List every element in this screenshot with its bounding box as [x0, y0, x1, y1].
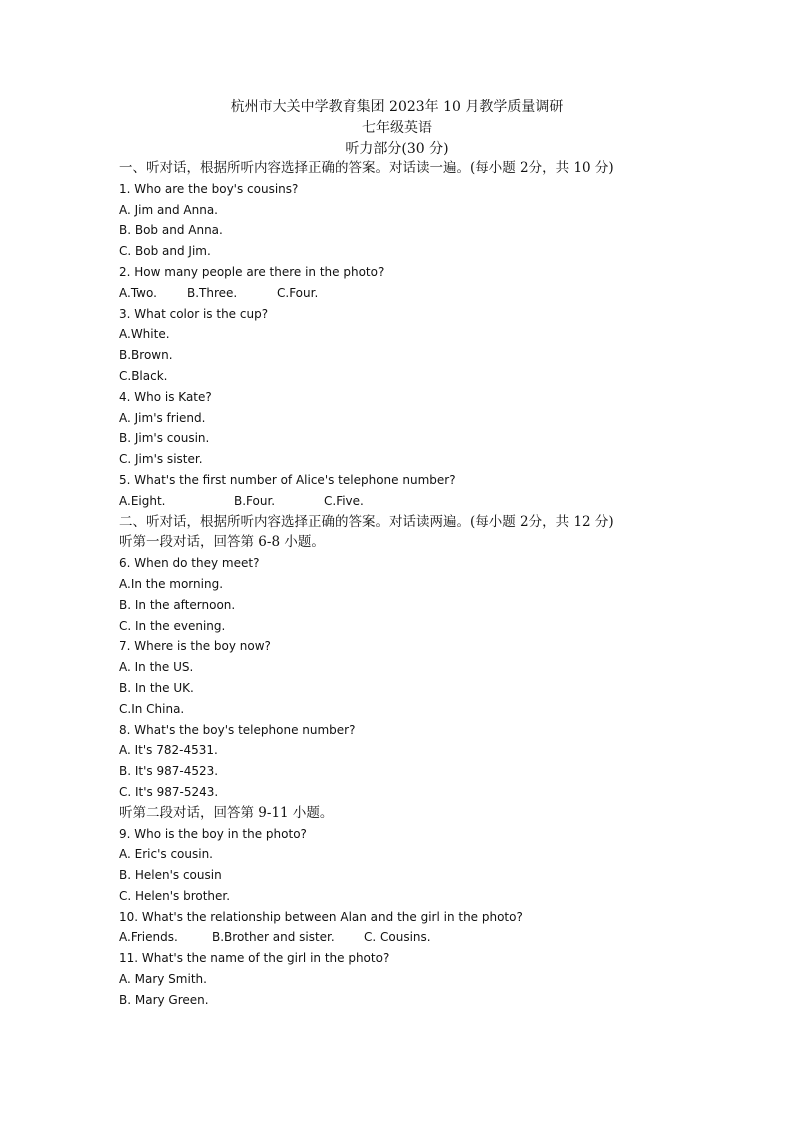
question-1-option-a: A. Jim and Anna.	[119, 202, 218, 217]
question-3-option-b: B.Brown.	[119, 348, 173, 363]
question-7-option-c: C.In China.	[119, 701, 185, 716]
question-8-option-b: B. It's 987-4523.	[119, 764, 219, 779]
question-11: 11. What's the name of the girl in the photo?	[119, 951, 390, 966]
question-10: 10. What's the relationship between Alan and the girl in the photo?	[119, 909, 523, 924]
question-3-option-a: A.White.	[119, 327, 170, 342]
question-3: 3. What color is the cup?	[119, 306, 269, 321]
question-9-option-b: B. Helen's cousin	[119, 868, 222, 883]
question-1: 1. Who are the boy's cousins?	[119, 181, 299, 196]
question-4-option-c: C. Jim's sister.	[119, 452, 203, 467]
question-7-option-a: A. In the US.	[119, 660, 194, 675]
question-8: 8. What's the boy's telephone number?	[119, 722, 356, 737]
question-5-option-c: C.Five.	[324, 493, 364, 508]
question-11-option-b: B. Mary Green.	[119, 992, 209, 1007]
section-1-heading: 一、听对话，根据所听内容选择正确的答案。对话读一遍。(每小题 2分，共 10 分)	[119, 160, 614, 176]
document-body	[119, 158, 759, 1011]
document-header	[0, 97, 794, 160]
question-6-option-b: B. In the afternoon.	[119, 597, 236, 612]
question-4-option-b: B. Jim's cousin.	[119, 431, 210, 446]
question-5-option-b: B.Four.	[234, 493, 276, 508]
question-6: 6. When do they meet?	[119, 556, 260, 571]
question-5-options	[119, 491, 759, 512]
section-2-heading: 二、听对话，根据所听内容选择正确的答案。对话读两遍。(每小题 2分，共 12 分)	[119, 513, 614, 530]
dialog-1-instruction: 听第一段对话，回答第 6-8 小题。	[119, 534, 325, 551]
question-10-option-b: B.Brother and sister.	[212, 930, 335, 945]
question-6-option-a: A.In the morning.	[119, 576, 224, 591]
question-7-option-b: B. In the UK.	[119, 680, 194, 695]
dialog-2-instruction: 听第二段对话，回答第 9-11 小题。	[119, 804, 334, 821]
question-9-option-a: A. Eric's cousin.	[119, 847, 213, 862]
document-part: 听力部分(30 分)	[345, 141, 449, 157]
question-9: 9. Who is the boy in the photo?	[119, 826, 307, 841]
question-4-option-a: A. Jim's friend.	[119, 410, 206, 425]
document-title: 杭州市大关中学教育集团 2023年 10 月教学质量调研	[230, 99, 564, 115]
question-11-option-a: A. Mary Smith.	[119, 972, 207, 987]
question-5-option-a: A.Eight.	[119, 493, 166, 508]
question-9-option-c: C. Helen's brother.	[119, 888, 231, 903]
question-10-option-c: C. Cousins.	[364, 930, 431, 945]
question-2-option-b: B.Three.	[187, 285, 238, 300]
question-7: 7. Where is the boy now?	[119, 639, 271, 654]
question-6-option-c: C. In the evening.	[119, 618, 226, 633]
question-8-option-a: A. It's 782-4531.	[119, 743, 218, 758]
question-2: 2. How many people are there in the photo?	[119, 264, 385, 279]
question-5: 5. What's the first number of Alice's telephone number?	[119, 472, 456, 487]
question-2-option-a: A.Two.	[119, 285, 157, 300]
question-1-option-c: C. Bob and Jim.	[119, 244, 211, 259]
question-1-option-b: B. Bob and Anna.	[119, 223, 223, 238]
question-3-option-c: C.Black.	[119, 368, 168, 383]
question-2-options	[119, 283, 759, 304]
question-4: 4. Who is Kate?	[119, 389, 212, 404]
question-10-option-a: A.Friends.	[119, 930, 178, 945]
question-8-option-c: C. It's 987-5243.	[119, 784, 219, 799]
document-grade: 七年级英语	[362, 120, 432, 136]
question-10-options	[119, 927, 759, 948]
question-2-option-c: C.Four.	[277, 285, 319, 300]
